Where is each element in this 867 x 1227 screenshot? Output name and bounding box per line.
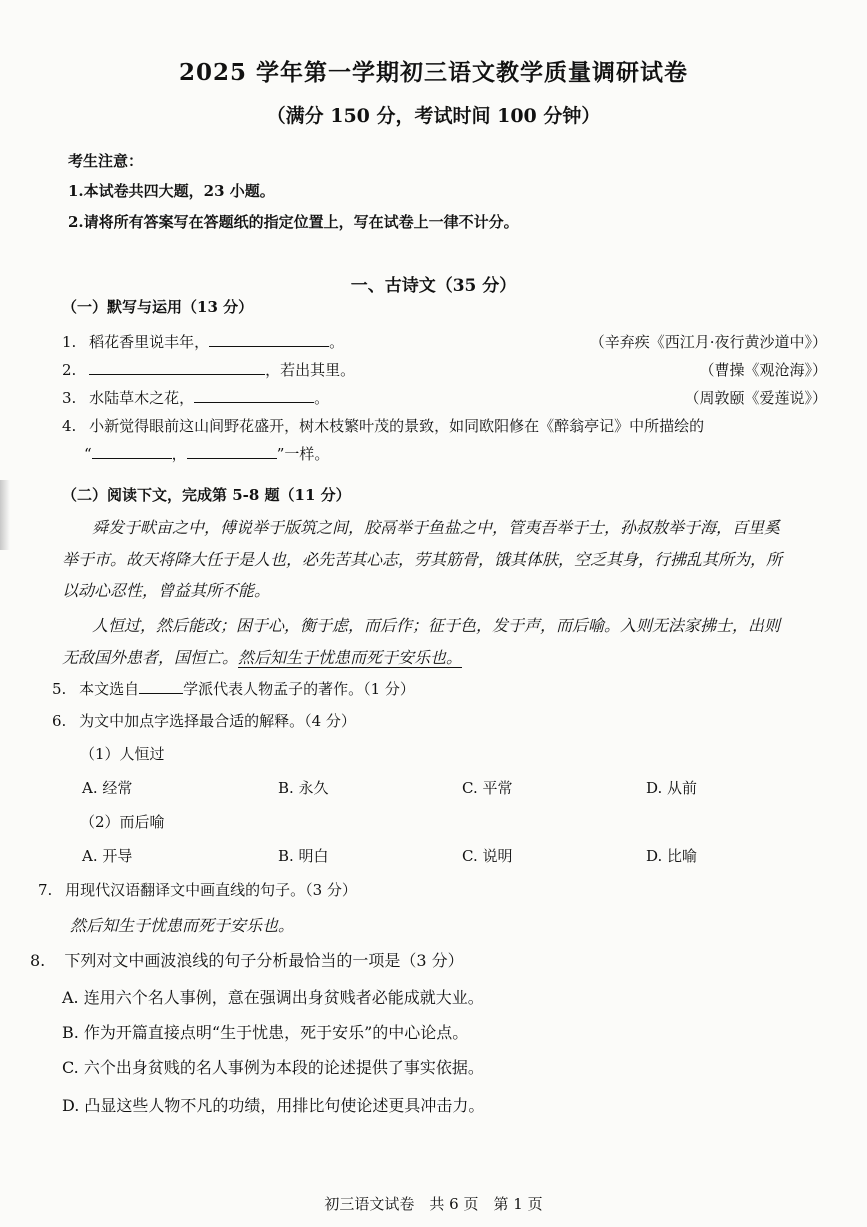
q4-close: ”一样。 [276,445,330,463]
q4-text: 小新觉得眼前这山间野花盛开，树木枝繁叶茂的景致，如同欧阳修在《醉翁亭记》中所描绘的 [89,417,705,435]
q3-num: 3. [62,389,77,407]
q1-source: （辛弃疾《西江月·夜行黄沙道中》） [589,333,827,351]
q3-before: 水陆草木之花， [89,389,195,407]
q6-sub1-label: （1）人恒过 [80,745,165,763]
q1-after: 。 [329,333,345,351]
q2-source: （曹操《观沧海》） [699,361,827,379]
q8-option-a[interactable]: A. 连用六个名人事例，意在强调出身贫贱者必能成就大业。 [62,988,484,1007]
q3-after: 。 [314,389,330,407]
question-1 [62,331,344,352]
q5-blank[interactable] [139,679,183,694]
question-6 [52,710,356,731]
section-heading: 一、古诗文（35 分） [350,276,517,296]
q8-text: 下列对文中画波浪线的句子分析最恰当的一项是（3 分） [64,951,464,970]
part1-heading: （一）默写与运用（13 分） [62,298,254,316]
q7-num: 7. [38,881,53,899]
q4-comma: ， [171,445,187,463]
passage-p1-line1: 舜发于畎亩之中，傅说举于版筑之间，胶鬲举于鱼盐之中，管夷吾举于士，孙叔敖举于海，百里奚 [92,518,781,537]
q5-num: 5. [52,680,67,698]
page-footer: 初三语文试卷 共 6 页 第 1 页 [324,1195,543,1213]
passage-underlined-sentence: 然后知生于忧患而死于安乐也。 [238,648,463,667]
q5-after: 学派代表人物孟子的著作。（1 分） [183,680,415,698]
notice-item-1: 1.本试卷共四大题，23 小题。 [68,182,275,200]
q6-sub1-option-d[interactable]: D. 从前 [646,779,698,797]
question-7 [38,879,357,900]
q6-sub1-option-b[interactable]: B. 永久 [278,779,329,797]
q7-sentence: 然后知生于忧患而死于安乐也。 [70,916,295,935]
passage-p1-line2: 举于市。故天将降大任于是人也，必先苦其心志，劳其筋骨，饿其体肤，空乏其身，行拂乱其所为，所 [62,550,783,569]
question-4-line2 [84,443,329,464]
notice-label: 考生注意： [68,152,144,170]
scan-edge-shadow [0,480,10,550]
q5-before: 本文选自 [79,680,140,698]
q3-blank[interactable] [194,388,314,403]
q6-text: 为文中加点字选择最合适的解释。（4 分） [79,712,356,730]
q6-sub2-label: （2）而后喻 [80,813,165,831]
q6-num: 6. [52,712,67,730]
q1-num: 1. [62,333,77,351]
question-2 [62,359,355,380]
question-8 [30,948,464,971]
q6-sub1-option-a[interactable]: A. 经常 [82,779,133,797]
q4-blank-1[interactable] [92,444,172,459]
q4-open-quote: “ [84,445,92,463]
part2-heading: （二）阅读下文，完成第 5-8 题（11 分） [62,486,351,504]
q8-option-d[interactable]: D. 凸显这些人物不凡的功绩，用排比句使论述更具冲击力。 [62,1096,485,1115]
q7-text: 用现代汉语翻译文中画直线的句子。（3 分） [65,881,357,899]
q8-num: 8. [30,951,46,970]
q3-source: （周敦颐《爱莲说》） [684,389,827,407]
exam-subtitle: （满分 150 分，考试时间 100 分钟） [266,105,601,127]
exam-title: 2025 学年第一学期初三语文教学质量调研试卷 [178,59,689,86]
q2-num: 2. [62,361,77,379]
q4-blank-2[interactable] [187,444,277,459]
q2-blank[interactable] [89,360,265,375]
q6-sub2-option-a[interactable]: A. 开导 [82,847,133,865]
q8-option-c[interactable]: C. 六个出身贫贱的名人事例为本段的论述提供了事实依据。 [62,1058,484,1077]
passage-p2-line2 [62,645,462,668]
q6-sub1-option-c[interactable]: C. 平常 [462,779,513,797]
q2-after: ，若出其里。 [265,361,356,379]
q8-option-b[interactable]: B. 作为开篇直接点明“生于忧患，死于安乐”的中心论点。 [62,1023,469,1042]
q1-blank[interactable] [209,332,329,347]
q1-before: 稻花香里说丰年， [89,333,210,351]
q4-num: 4. [62,417,77,435]
notice-item-2: 2.请将所有答案写在答题纸的指定位置上，写在试卷上一律不计分。 [68,213,519,231]
passage-p2-line1: 人恒过，然后能改；困于心，衡于虑，而后作；征于色，发于声，而后喻。入则无法家拂士，出则 [92,616,781,635]
question-3 [62,387,329,408]
passage-p2-plain: 无敌国外患者，国恒亡。 [62,648,239,667]
question-4-line1 [62,415,704,436]
question-5 [52,678,415,699]
q6-sub2-option-b[interactable]: B. 明白 [278,847,329,865]
q6-sub2-option-c[interactable]: C. 说明 [462,847,513,865]
q6-sub2-option-d[interactable]: D. 比喻 [646,847,698,865]
passage-p1-line3: 以动心忍性，曾益其所不能。 [62,581,271,600]
